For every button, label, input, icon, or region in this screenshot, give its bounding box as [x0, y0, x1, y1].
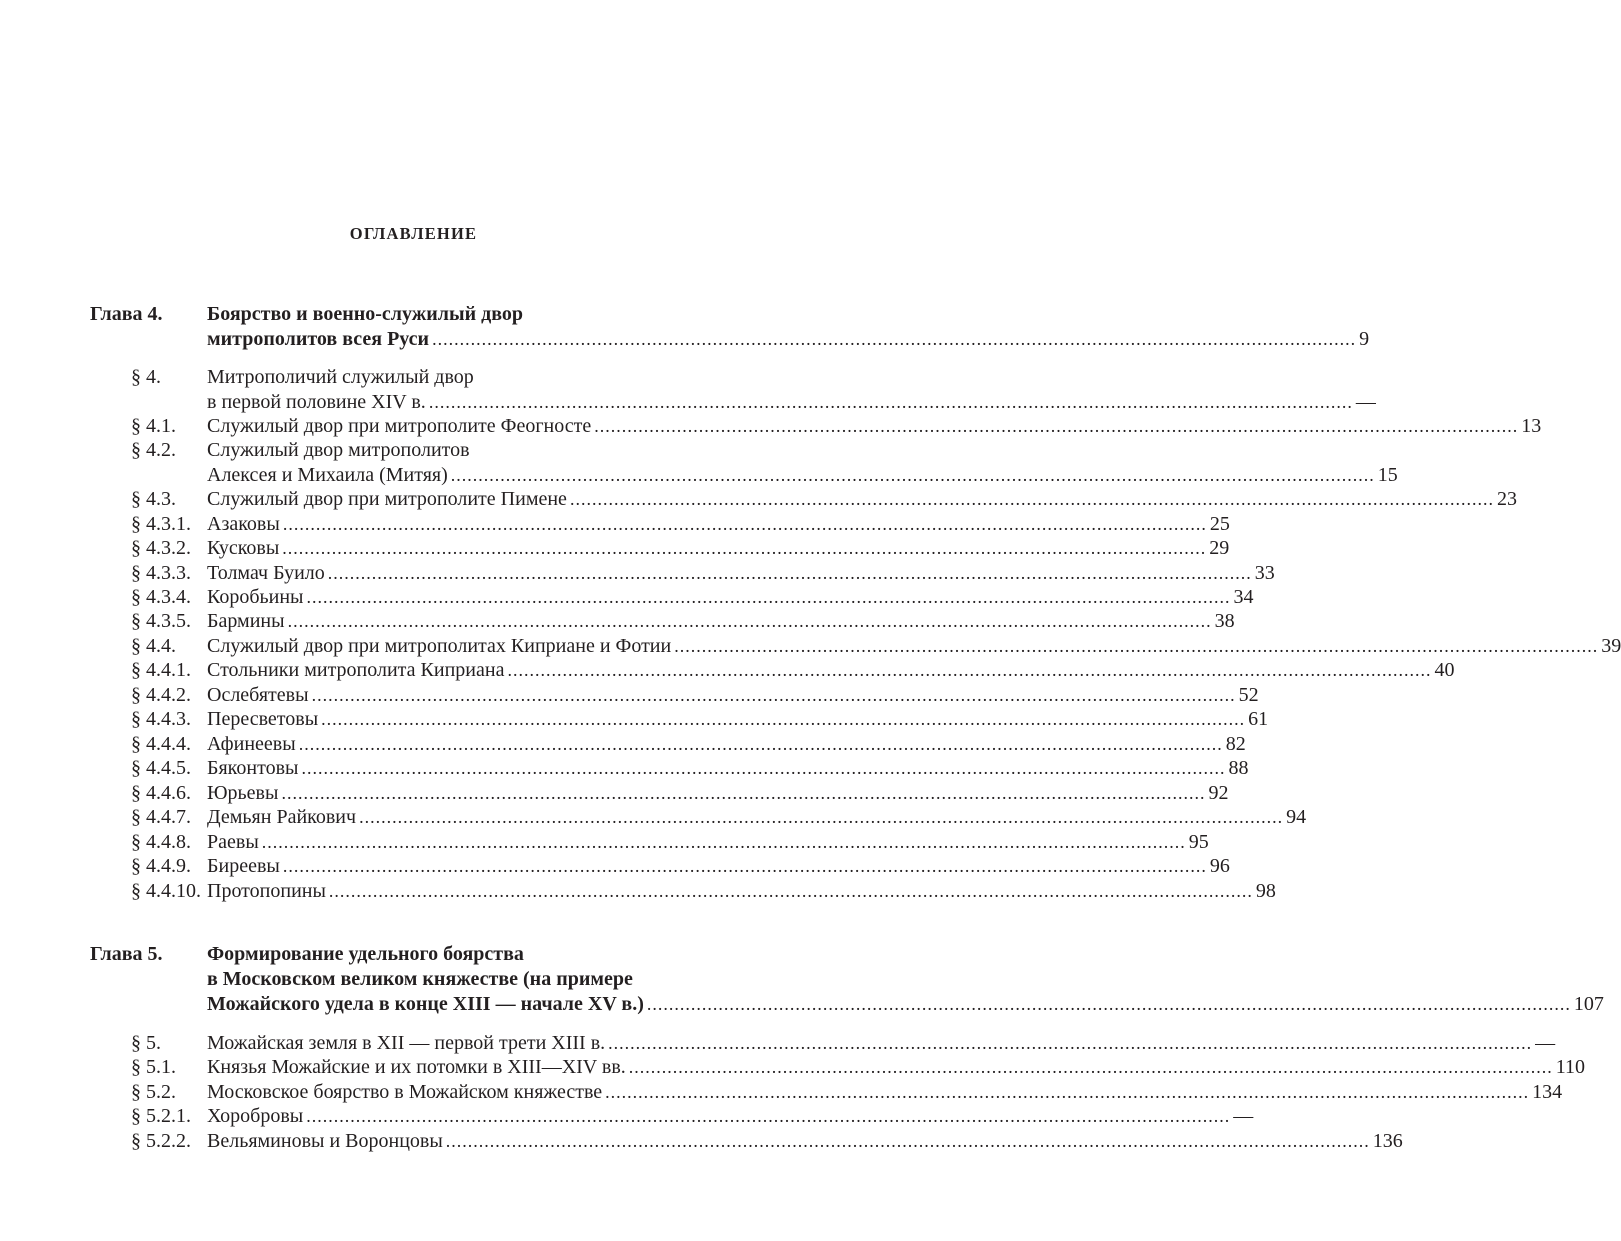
section-number: § 5.2.1. — [131, 1105, 191, 1127]
dot-leader — [507, 657, 1431, 683]
section-number: § 4.4.6. — [131, 782, 191, 804]
toc-entry[interactable] — [127, 486, 1517, 512]
dot-leader — [301, 755, 1225, 781]
page-number: 29 — [1209, 537, 1230, 559]
dot-leader — [608, 1030, 1532, 1056]
section-number: § 4.3.4. — [131, 586, 191, 608]
toc-entry[interactable] — [127, 560, 1275, 586]
chapter-label: Глава 5. — [90, 943, 163, 965]
page-number: 88 — [1228, 757, 1249, 779]
toc-entry[interactable] — [127, 731, 1246, 757]
page-number: 33 — [1254, 562, 1275, 584]
dot-leader — [570, 486, 1494, 512]
toc-entry[interactable] — [127, 706, 1269, 732]
page-number: 95 — [1188, 831, 1209, 853]
dot-leader — [605, 1079, 1529, 1105]
dot-leader — [281, 780, 1205, 806]
chapter-label: Глава 4. — [90, 303, 163, 325]
toc-chapter-entry[interactable] — [207, 991, 1604, 1017]
section-number: § 4.3.2. — [131, 537, 191, 559]
page-number: 61 — [1248, 708, 1269, 730]
section-title: Пересветовы — [207, 708, 319, 730]
toc-entry[interactable] — [127, 1054, 1586, 1080]
toc-entry[interactable] — [127, 1103, 1254, 1129]
page-number: 25 — [1209, 513, 1230, 535]
section-number: § 4.4.1. — [131, 659, 191, 681]
section-title: Хоробровы — [207, 1105, 304, 1127]
toc-entry[interactable] — [127, 682, 1259, 708]
toc-entry[interactable] — [127, 511, 1230, 537]
dot-leader — [359, 804, 1283, 830]
section-number: § 4.4.3. — [131, 708, 191, 730]
page-number: 38 — [1214, 610, 1235, 632]
page-number: 92 — [1208, 782, 1229, 804]
toc-entry-continuation[interactable] — [127, 462, 1398, 488]
section-title: Вельяминовы и Воронцовы — [207, 1130, 443, 1152]
dot-leader — [299, 731, 1223, 757]
toc-entry[interactable] — [127, 755, 1249, 781]
section-title: в первой половине XIV в. — [207, 391, 426, 413]
page-title: ОГЛАВЛЕНИЕ — [349, 224, 478, 243]
section-number: § 5.2. — [131, 1081, 176, 1103]
section-number: § 4.4. — [131, 635, 176, 657]
dot-leader — [306, 1103, 1230, 1129]
section-title: Князья Можайские и их потомки в XIII—XIV вв. — [207, 1056, 626, 1078]
section-title: Афинеевы — [207, 733, 296, 755]
chapter-title-line: Формирование удельного боярства — [207, 943, 524, 965]
section-title: Юрьевы — [207, 782, 279, 804]
section-number: § 4.4.7. — [131, 806, 191, 828]
page-number: 39 — [1601, 635, 1621, 657]
section-title: Ослебятевы — [207, 684, 309, 706]
page-number: 40 — [1434, 659, 1455, 681]
page-number: 107 — [1573, 993, 1604, 1015]
section-title-line: Служилый двор митрополитов — [207, 439, 470, 461]
section-title: Служилый двор при митрополитах Киприане и Фотии — [207, 635, 672, 657]
page-number: 23 — [1496, 488, 1517, 510]
dot-leader — [283, 853, 1207, 879]
dot-leader — [282, 535, 1206, 561]
section-number: § 5.1. — [131, 1056, 176, 1078]
dot-leader — [306, 584, 1230, 610]
dot-leader — [321, 706, 1245, 732]
section-number: § 4.4.8. — [131, 831, 191, 853]
section-title: Служилый двор при митрополите Пимене — [207, 488, 567, 510]
section-number: § 4.2. — [131, 439, 176, 461]
dot-leader — [647, 991, 1571, 1017]
section-title: Коробьины — [207, 586, 304, 608]
page-number: 52 — [1238, 684, 1259, 706]
toc-entry[interactable] — [127, 364, 739, 390]
section-title: Можайская земля в XII — первой трети XIII в. — [207, 1032, 606, 1054]
page-number: 98 — [1255, 880, 1276, 902]
page-number: 134 — [1532, 1081, 1563, 1103]
dot-leader — [674, 633, 1598, 659]
dot-leader — [629, 1054, 1553, 1080]
section-number: § 4.4.2. — [131, 684, 191, 706]
toc-entry[interactable] — [127, 657, 1455, 683]
chapter-title-line: Можайского удела в конце XIII — начале XV в.) — [207, 993, 644, 1015]
dot-leader — [594, 413, 1518, 439]
chapter-title-line: в Московском великом княжестве (на примере — [207, 968, 633, 990]
dot-leader — [262, 829, 1186, 855]
toc-entry[interactable] — [127, 535, 1230, 561]
section-number: § 4.3.5. — [131, 610, 191, 632]
toc-entry[interactable] — [127, 878, 1276, 904]
page-number: 110 — [1555, 1056, 1586, 1078]
page-number: — — [1233, 1105, 1254, 1127]
toc-entry[interactable] — [127, 829, 1209, 855]
section-number: § 4. — [131, 366, 161, 388]
section-title: Раевы — [207, 831, 259, 853]
section-title: Кусковы — [207, 537, 280, 559]
section-number: § 4.4.10. — [131, 880, 201, 902]
section-title: Демьян Райкович — [207, 806, 357, 828]
toc-entry[interactable] — [127, 1079, 1563, 1105]
dot-leader — [288, 608, 1212, 634]
section-number: § 4.1. — [131, 415, 176, 437]
section-title: Алексея и Михаила (Митяя) — [207, 464, 448, 486]
section-title: Бяконтовы — [207, 757, 299, 779]
dot-leader — [283, 511, 1207, 537]
toc-entry[interactable] — [127, 608, 1235, 634]
chapter-title-line: Боярство и военно-служилый двор — [207, 303, 524, 325]
page-number: 136 — [1372, 1130, 1403, 1152]
page-number: — — [1355, 391, 1376, 413]
toc-chapter-entry[interactable] — [207, 326, 1370, 352]
section-number: § 4.3.3. — [131, 562, 191, 584]
section-number: § 4.4.4. — [131, 733, 191, 755]
section-title: Толмач Буило — [207, 562, 325, 584]
dot-leader — [446, 1128, 1370, 1154]
section-title: Стольники митрополита Киприана — [207, 659, 505, 681]
page-number: 96 — [1209, 855, 1230, 877]
dot-leader — [329, 878, 1253, 904]
section-number: § 4.3. — [131, 488, 176, 510]
section-title: Московское боярство в Можайском княжестве — [207, 1081, 603, 1103]
toc-entry[interactable] — [127, 780, 1229, 806]
section-number: § 4.3.1. — [131, 513, 191, 535]
dot-leader — [451, 462, 1375, 488]
dot-leader — [429, 389, 1353, 415]
page-number: 13 — [1521, 415, 1542, 437]
page-number: 94 — [1286, 806, 1307, 828]
dot-leader — [432, 326, 1356, 352]
section-title: Бармины — [207, 610, 285, 632]
chapter-title-line: митрополитов всея Руси — [207, 328, 430, 350]
section-number: § 4.4.5. — [131, 757, 191, 779]
section-title: Протопопины — [207, 880, 326, 902]
page-number: 15 — [1377, 464, 1398, 486]
toc-entry[interactable] — [127, 413, 1542, 439]
page-number: — — [1535, 1032, 1556, 1054]
toc-entry[interactable] — [127, 437, 739, 463]
dot-leader — [312, 682, 1236, 708]
section-title: Служилый двор при митрополите Феогносте — [207, 415, 592, 437]
dot-leader — [328, 560, 1252, 586]
section-number: § 4.4.9. — [131, 855, 191, 877]
toc-entry[interactable] — [127, 633, 1621, 659]
toc-entry[interactable] — [127, 853, 1230, 879]
page-number: 34 — [1233, 586, 1254, 608]
page-number: 9 — [1359, 328, 1370, 350]
toc-entry[interactable] — [127, 804, 1307, 830]
toc-entry[interactable] — [127, 584, 1254, 610]
section-number: § 5. — [131, 1032, 161, 1054]
section-number: § 5.2.2. — [131, 1130, 191, 1152]
section-title: Азаковы — [207, 513, 280, 535]
section-title-line: Митрополичий служилый двор — [207, 366, 474, 388]
page-number: 82 — [1225, 733, 1246, 755]
toc-entry[interactable] — [127, 1030, 1556, 1056]
toc-entry-continuation[interactable] — [127, 389, 1376, 415]
toc-entry[interactable] — [127, 1128, 1403, 1154]
section-title: Биреевы — [207, 855, 280, 877]
